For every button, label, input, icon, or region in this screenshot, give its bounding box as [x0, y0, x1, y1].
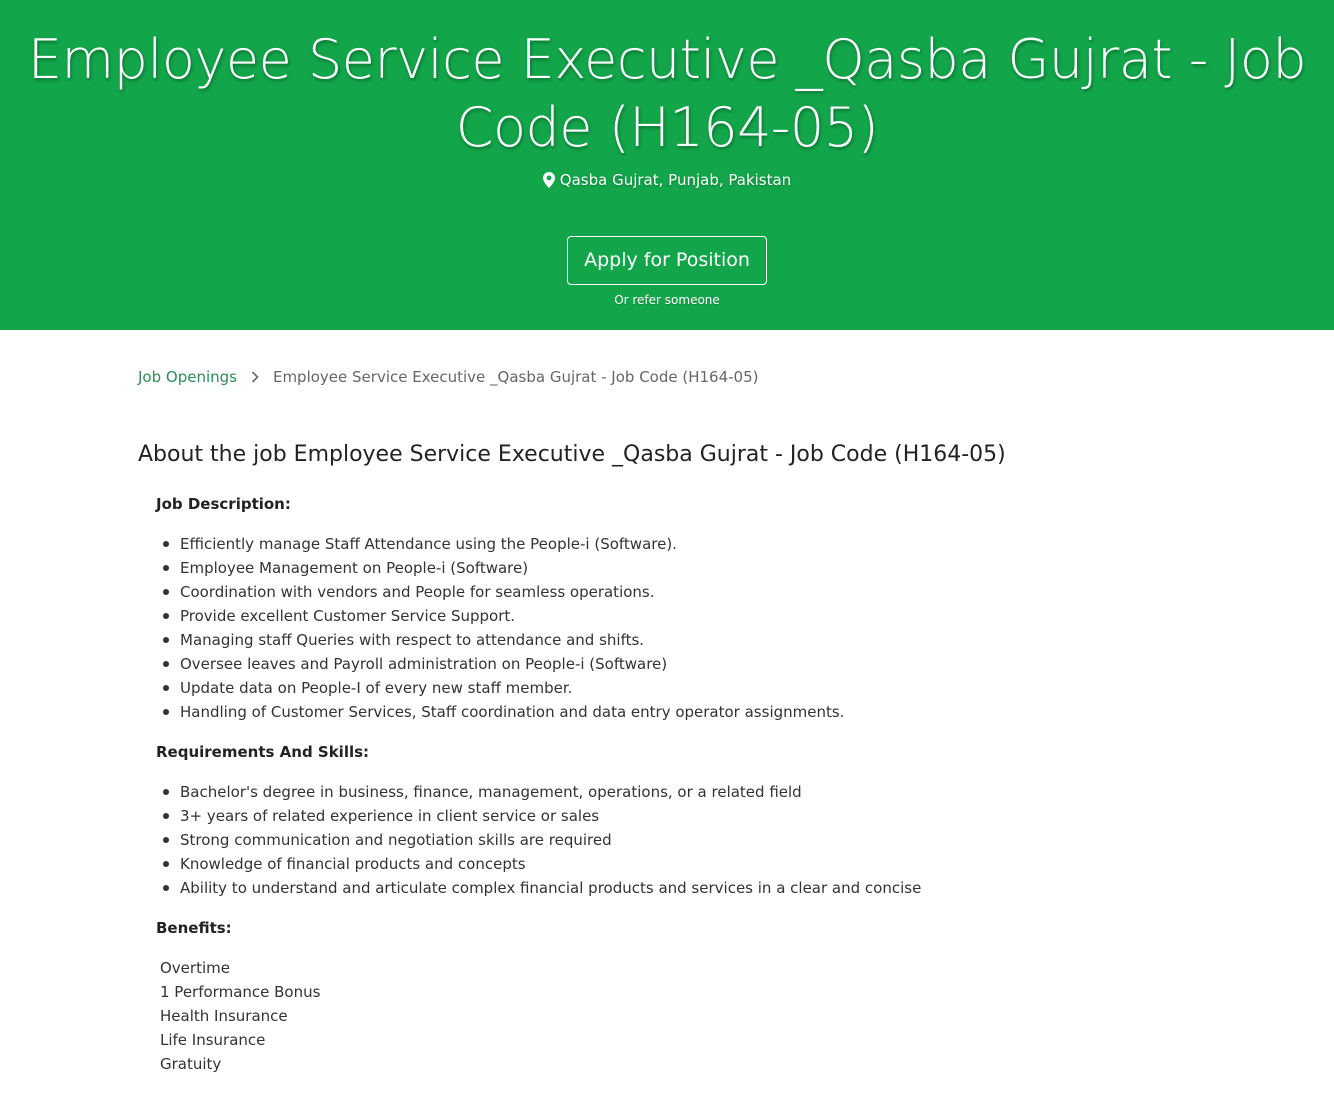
map-pin-icon	[543, 172, 555, 188]
list-item: Efficiently manage Staff Attendance using the People-i (Software).	[180, 532, 1234, 556]
list-item: Handling of Customer Services, Staff coordination and data entry operator assignments.	[180, 700, 1234, 724]
requirements-heading: Requirements And Skills:	[156, 743, 370, 761]
list-item: Ability to understand and articulate complex financial products and services in a clear and concise	[180, 876, 1234, 900]
benefits-list	[156, 956, 1234, 1076]
list-item: Provide excellent Customer Service Support.	[180, 604, 1234, 628]
benefit-item: Health Insurance	[160, 1007, 288, 1025]
list-item: 3+ years of related experience in client service or sales	[180, 804, 1234, 828]
list-item: Bachelor's degree in business, finance, management, operations, or a related field	[180, 780, 1234, 804]
list-item: Managing staff Queries with respect to attendance and shifts.	[180, 628, 1234, 652]
breadcrumb-current: Employee Service Executive _Qasba Gujrat - Job Code (H164-05)	[272, 368, 759, 386]
job-location-text: Qasba Gujrat, Punjab, Pakistan	[559, 171, 792, 189]
benefit-item: Overtime	[160, 959, 230, 977]
breadcrumb-job-openings-link[interactable]: Job Openings	[138, 368, 237, 386]
benefits-heading: Benefits:	[156, 919, 232, 937]
job-body	[138, 492, 1234, 1076]
benefit-item: 1 Performance Bonus	[160, 983, 321, 1001]
chevron-right-icon	[251, 371, 259, 383]
list-item: Knowledge of financial products and concepts	[180, 852, 1234, 876]
list-item: Oversee leaves and Payroll administration on People-i (Software)	[180, 652, 1234, 676]
about-job-title: About the job Employee Service Executive _Qasba Gujrat - Job Code (H164-05)	[138, 442, 1006, 467]
list-item: Coordination with vendors and People for seamless operations.	[180, 580, 1234, 604]
job-content	[0, 366, 1334, 1076]
apply-button[interactable]: Apply for Position	[567, 236, 767, 285]
page-title: Employee Service Executive _Qasba Gujrat - Job Code (H164-05)	[27, 28, 1307, 159]
job-description-list	[156, 532, 1234, 724]
benefit-item: Life Insurance	[160, 1031, 266, 1049]
job-description-heading: Job Description:	[156, 495, 291, 513]
list-item: Update data on People-I of every new staff member.	[180, 676, 1234, 700]
job-header	[0, 0, 1334, 330]
list-item: Strong communication and negotiation skills are required	[180, 828, 1234, 852]
apply-section	[0, 236, 1334, 307]
requirements-list	[156, 780, 1234, 900]
refer-someone-link[interactable]: Or refer someone	[614, 293, 720, 307]
list-item: Employee Management on People-i (Software)	[180, 556, 1234, 580]
breadcrumb	[138, 366, 1234, 388]
benefit-item: Gratuity	[160, 1055, 222, 1073]
job-location	[543, 168, 791, 192]
